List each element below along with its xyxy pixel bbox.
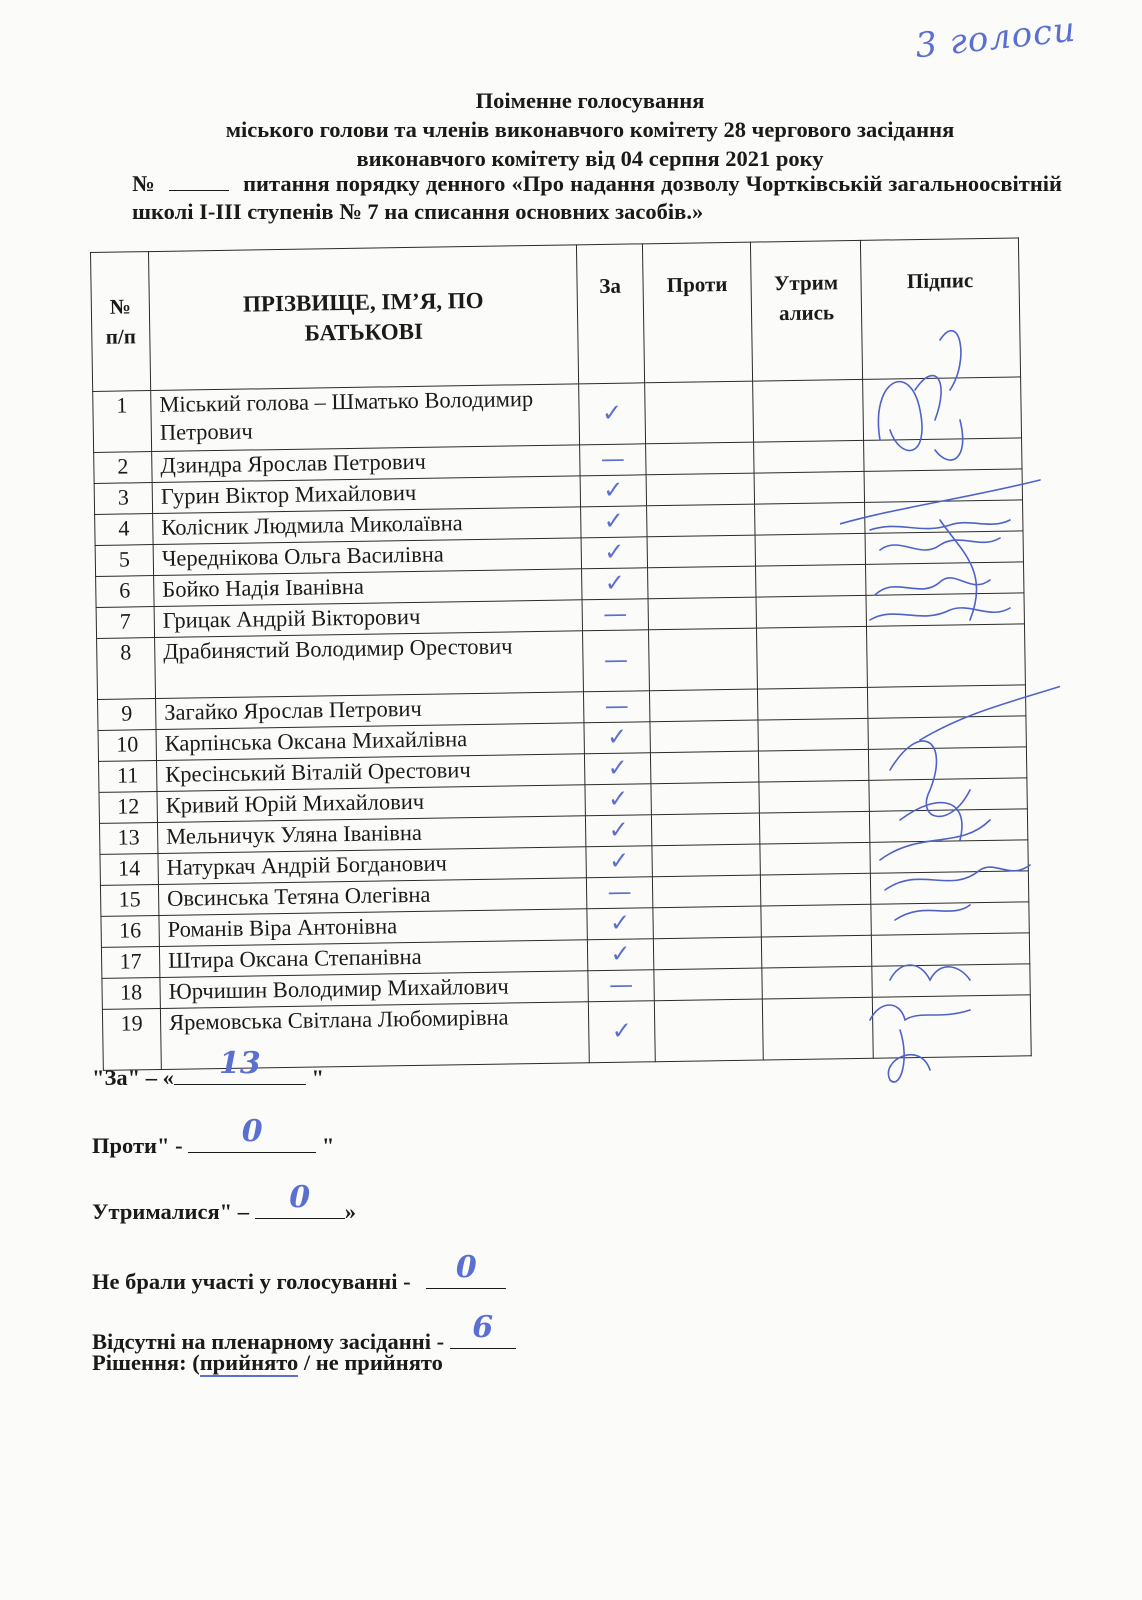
summary-not-voted xyxy=(92,1250,506,1295)
row-number: 15 xyxy=(100,885,158,917)
row-signature xyxy=(863,377,1022,440)
row-name: Гурин Віктор Михайлович xyxy=(152,476,580,514)
row-abstained xyxy=(758,749,868,782)
row-signature xyxy=(865,500,1023,533)
row-number: 10 xyxy=(98,730,156,762)
header-name: ПРІЗВИЩЕ, ІМ’Я, ПО БАТЬКОВІ xyxy=(149,245,579,391)
row-against xyxy=(651,782,759,815)
row-for-mark xyxy=(588,1001,655,1063)
summary-abstained-label: Утрималися" – xyxy=(92,1199,255,1224)
row-name: Кривий Юрій Михайлович xyxy=(157,785,585,823)
summary-for-value: 13 xyxy=(218,1046,261,1081)
decision-accepted: прийнято xyxy=(199,1350,299,1375)
vote-mark: ✓ xyxy=(607,753,628,782)
summary-against xyxy=(92,1114,335,1159)
row-abstained xyxy=(760,873,870,906)
vote-mark: ✓ xyxy=(601,398,623,427)
row-number: 9 xyxy=(98,699,156,731)
row-number: 18 xyxy=(102,977,160,1009)
summary-for-label: "За" – « xyxy=(92,1065,174,1090)
row-against xyxy=(653,906,761,939)
row-name: Овсинська Тетяна Олегівна xyxy=(158,878,586,916)
heading-line-2: міського голови та членів виконавчого комітету 28 чергового засідання xyxy=(225,117,955,142)
row-abstained xyxy=(756,595,866,628)
row-number: 16 xyxy=(101,915,159,947)
row-for-mark xyxy=(587,939,653,971)
row-for-mark xyxy=(586,877,652,909)
row-against xyxy=(651,813,759,846)
row-number: 12 xyxy=(99,792,157,824)
row-against xyxy=(650,751,758,784)
vote-mark: ✓ xyxy=(611,1016,633,1045)
vote-mark: — xyxy=(600,444,626,474)
row-signature xyxy=(866,562,1024,595)
header-abstained: Утрим ались xyxy=(750,240,862,381)
summary-not-voted-blank xyxy=(426,1250,506,1289)
vote-mark: ✓ xyxy=(604,568,626,597)
row-against xyxy=(653,937,761,970)
summary-decision xyxy=(92,1350,443,1376)
row-number: 19 xyxy=(102,1008,161,1070)
row-for-mark xyxy=(587,908,653,940)
row-name: Натуркач Андрій Богданович xyxy=(158,847,586,885)
row-for-mark xyxy=(582,599,648,631)
row-against xyxy=(648,597,756,630)
row-against xyxy=(648,566,756,599)
row-abstained xyxy=(759,811,869,844)
agenda-number-sign: № xyxy=(132,171,156,196)
row-signature xyxy=(871,902,1029,935)
decision-label: Рішення: ( xyxy=(92,1350,200,1375)
row-signature xyxy=(869,778,1027,811)
vote-mark: ✓ xyxy=(603,537,625,566)
row-signature xyxy=(867,685,1025,718)
vote-mark: — xyxy=(603,599,628,628)
summary-abstained-close: » xyxy=(344,1199,356,1224)
vote-mark: — xyxy=(608,970,634,999)
summary-for-close: " xyxy=(305,1065,324,1090)
handwritten-top-note: 3 голоси xyxy=(913,9,1078,67)
row-name: Драбинястий Володимир Орестович xyxy=(155,631,584,699)
summary-for-blank xyxy=(174,1046,306,1085)
row-for-mark xyxy=(585,815,651,847)
row-signature xyxy=(866,624,1025,687)
heading-line-3: виконавчого комітету від 04 серпня 2021 року xyxy=(356,146,824,171)
summary-absent-blank xyxy=(450,1310,516,1349)
row-against xyxy=(652,844,760,877)
row-number: 5 xyxy=(95,545,153,577)
agenda-text: питання порядку денного «Про надання дозволу Чортківській загальноосвітній школі І-ІІІ ступенів № 7 на списання основних засобів.» xyxy=(132,171,1062,224)
summary-not-voted-label: Не брали участі у голосуванні - xyxy=(92,1269,417,1294)
row-name: Яремовська Світлана Любомирівна xyxy=(160,1002,589,1070)
row-against xyxy=(654,999,763,1062)
row-abstained xyxy=(755,502,865,535)
row-signature xyxy=(869,809,1027,842)
vote-mark: ✓ xyxy=(609,908,631,937)
vote-table-body xyxy=(93,377,1032,1070)
row-abstained xyxy=(762,966,872,999)
row-for-mark xyxy=(580,475,646,507)
row-against xyxy=(647,504,755,537)
row-for-mark xyxy=(584,722,650,754)
row-number: 4 xyxy=(95,514,153,546)
row-against xyxy=(649,689,757,722)
header-against: Проти xyxy=(642,242,752,383)
row-for-mark xyxy=(579,383,646,445)
row-name: Кресінський Віталій Орестович xyxy=(156,754,584,792)
vote-mark: ✓ xyxy=(603,475,624,504)
row-abstained xyxy=(758,718,868,751)
row-for-mark xyxy=(585,784,651,816)
row-signature xyxy=(864,438,1022,471)
row-against xyxy=(654,968,762,1001)
summary-for xyxy=(92,1046,324,1091)
vote-mark: ✓ xyxy=(607,784,629,813)
row-abstained xyxy=(756,626,867,689)
row-for-mark xyxy=(582,568,648,600)
row-against xyxy=(649,628,758,691)
row-name: Мельничук Уляна Іванівна xyxy=(157,816,585,854)
row-number: 7 xyxy=(96,607,154,639)
vote-mark: — xyxy=(604,691,629,720)
row-name: Міський голова – Шматько Володимир Петрович xyxy=(151,384,580,452)
row-signature xyxy=(872,964,1030,997)
row-abstained xyxy=(755,533,865,566)
row-for-mark xyxy=(583,691,649,723)
row-name: Юрчишин Володимир Михайлович xyxy=(160,971,588,1009)
vote-mark: ✓ xyxy=(608,846,630,875)
summary-absent-label: Відсутні на пленарному засіданні - xyxy=(92,1329,450,1354)
row-name: Грицак Андрій Вікторович xyxy=(154,600,582,638)
row-name: Череднікова Ольга Василівна xyxy=(153,538,581,576)
summary-absent-value: 6 xyxy=(472,1310,494,1345)
row-name: Бойко Надія Іванівна xyxy=(154,569,582,607)
row-signature xyxy=(868,716,1026,749)
row-signature xyxy=(870,840,1028,873)
summary-against-blank xyxy=(188,1114,316,1153)
summary-abstained-blank xyxy=(255,1180,345,1219)
row-number: 8 xyxy=(97,638,156,700)
row-name: Колісник Людмила Миколаївна xyxy=(153,507,581,545)
row-name: Штира Оксана Степанівна xyxy=(159,940,587,978)
row-for-mark xyxy=(581,537,647,569)
row-against xyxy=(646,473,754,506)
row-number: 13 xyxy=(99,823,157,855)
row-name: Дзиндра Ярослав Петрович xyxy=(152,445,580,483)
vote-mark: ✓ xyxy=(608,815,629,844)
row-abstained xyxy=(760,842,870,875)
row-abstained xyxy=(762,997,873,1060)
row-for-mark xyxy=(580,444,646,476)
agenda-number-blank xyxy=(169,176,229,191)
row-abstained xyxy=(756,564,866,597)
row-number: 1 xyxy=(93,391,152,453)
row-for-mark xyxy=(588,970,654,1002)
vote-mark: ✓ xyxy=(606,722,628,751)
vote-mark: ✓ xyxy=(610,939,631,968)
summary-not-voted-value: 0 xyxy=(455,1250,477,1285)
row-name: Загайко Ярослав Петрович xyxy=(156,692,584,730)
row-name: Романів Віра Антонівна xyxy=(159,909,587,947)
row-signature xyxy=(864,469,1022,502)
row-for-mark xyxy=(583,630,650,692)
row-signature xyxy=(870,871,1028,904)
row-for-mark xyxy=(586,846,652,878)
summary-against-label: Проти" - xyxy=(92,1133,189,1158)
header-number: № п/п xyxy=(91,252,151,392)
row-against xyxy=(650,720,758,753)
summary-against-close: " xyxy=(316,1133,335,1158)
agenda-item xyxy=(132,170,1062,226)
header-for: За xyxy=(576,244,644,384)
vote-mark: ✓ xyxy=(603,506,625,535)
decision-rest: / не прийнято xyxy=(298,1350,443,1375)
row-abstained xyxy=(761,935,871,968)
row-against xyxy=(645,381,754,444)
vote-table-header xyxy=(91,238,1021,392)
row-abstained xyxy=(757,687,867,720)
vote-mark: — xyxy=(607,877,632,906)
row-name: Карпінська Оксана Михайлівна xyxy=(156,723,584,761)
row-against xyxy=(646,442,754,475)
row-abstained xyxy=(759,780,869,813)
row-abstained xyxy=(761,904,871,937)
row-abstained xyxy=(753,379,864,442)
vote-table xyxy=(90,237,1032,1070)
row-against xyxy=(652,875,760,908)
summary-abstained-value: 0 xyxy=(289,1180,311,1215)
vote-mark: — xyxy=(603,645,629,674)
row-number: 11 xyxy=(99,761,157,793)
summary-against-value: 0 xyxy=(241,1114,263,1149)
row-number: 14 xyxy=(100,854,158,886)
row-signature xyxy=(871,933,1029,966)
row-number: 3 xyxy=(94,483,152,515)
row-number: 17 xyxy=(101,946,159,978)
row-for-mark xyxy=(584,753,650,785)
summary-abstained xyxy=(92,1180,356,1225)
header-signature: Підпис xyxy=(860,238,1020,379)
row-against xyxy=(647,535,755,568)
row-signature xyxy=(868,747,1026,780)
document-heading xyxy=(120,86,1060,173)
row-signature xyxy=(865,531,1023,564)
row-signature xyxy=(872,995,1031,1058)
heading-line-1: Поіменне голосування xyxy=(475,88,705,113)
row-abstained xyxy=(754,440,864,473)
row-number: 6 xyxy=(96,576,154,608)
row-number: 2 xyxy=(94,452,152,484)
row-signature xyxy=(866,593,1024,626)
row-abstained xyxy=(754,471,864,504)
row-for-mark xyxy=(581,506,647,538)
